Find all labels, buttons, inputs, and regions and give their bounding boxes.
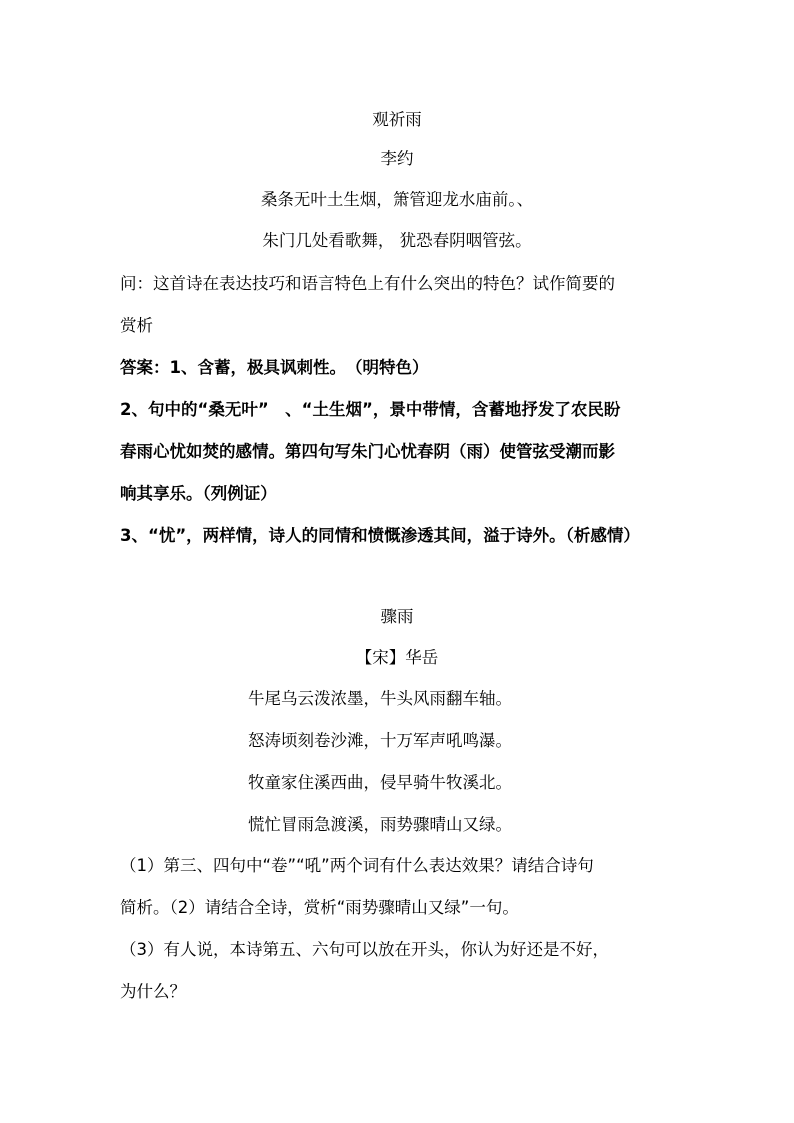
poem2-line-1: 牛尾乌云泼浓墨，牛头风雨翻车轴。 [248,689,512,708]
poem1-line-2: 朱门几处看歌舞， 犹恐春阴咽管弦。 [262,231,532,250]
question1-line-1: 问：这首诗在表达技巧和语言特色上有什么突出的特色？试作简要的 [120,274,615,293]
poem2-author: 【宋】华岳 [355,648,439,667]
answer1-line-5: 3、“忧”，两样情，诗人的同情和愤慨渗透其间，溢于诗外。（析感情） [120,526,640,545]
poem2-title: 骤雨 [380,607,414,626]
answer1-line-4: 响其享乐。（列例证） [120,484,277,503]
answer1-line-1: 答案：1、含蓄，极具讽刺性。 （明特色） [120,358,429,377]
poem1-line-1: 桑条无叶土生烟，箫管迎龙水庙前。、 [260,190,534,209]
poem2-line-2: 怒涛顷刻卷沙滩，十万军声吼鸣瀑。 [248,731,512,750]
answer1-line-2: 2、句中的“桑无叶” 、“土生烟”，景中带情，含蓄地抒发了农民盼 [120,400,621,419]
questions2-line-2: 简析。（2）请结合全诗，赏析“雨势骤晴山又绿”一句。 [120,898,519,917]
poem2-line-3: 牧童家住溪西曲，侵早骑牛牧溪北。 [248,773,512,792]
question1-line-2: 赏析 [120,316,153,335]
questions2-line-4: 为什么？ [120,982,186,1001]
poem1-title: 观祈雨 [372,110,422,129]
questions2-line-1: （1）第三、四句中“卷”“吼”两个词有什么表达效果？请结合诗句 [120,856,594,875]
answer1-line-3: 春雨心忧如焚的感情。第四句写朱门心忧春阴（雨）使管弦受潮而影 [120,442,615,461]
questions2-line-3: （3）有人说，本诗第五、六句可以放在开头，你认为好还是不好， [120,940,609,959]
poem2-line-4: 慌忙冒雨急渡溪，雨势骤晴山又绿。 [248,815,512,834]
poem1-author: 李约 [380,149,414,168]
